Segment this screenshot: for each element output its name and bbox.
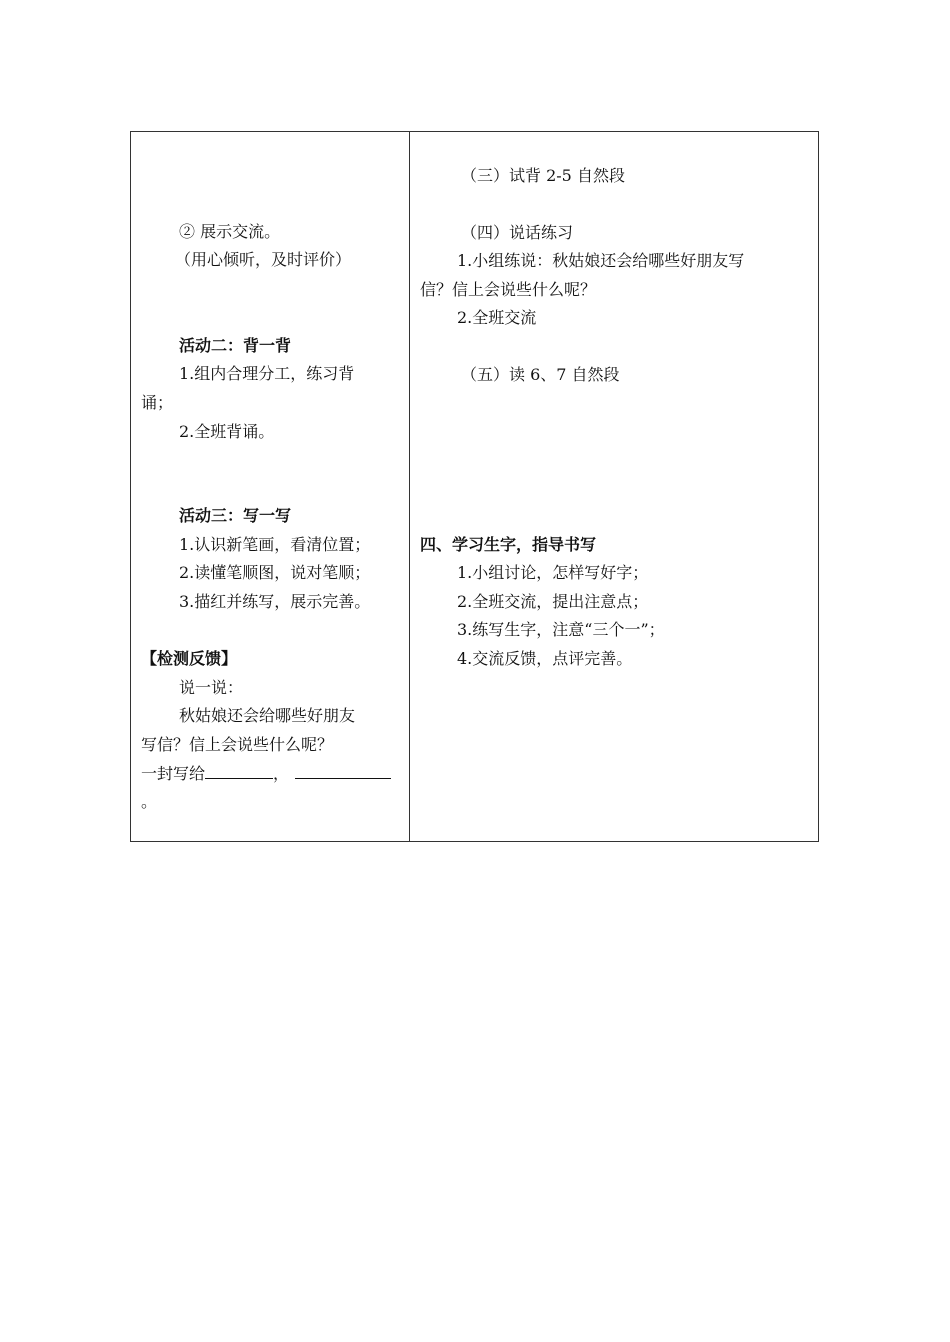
- activity3-item2: 2.读懂笔顺图，说对笔顺；: [179, 563, 371, 582]
- section4-item1: 1.小组讨论，怎样写好字；: [457, 563, 649, 582]
- section4-item2: 2.全班交流，提出注意点；: [457, 592, 649, 611]
- content-blank[interactable]: [295, 762, 391, 779]
- activity2-title: 活动二：背一背: [179, 336, 292, 355]
- letter-end: 。: [141, 792, 158, 811]
- section4-item4: 4.交流反馈，点评完善。: [457, 649, 633, 668]
- activity2-item2: 2.全班背诵。: [179, 422, 275, 441]
- question-line2: 写信？信上会说些什么呢？: [141, 735, 334, 754]
- recipient-blank[interactable]: [205, 762, 273, 779]
- step3-text: （三）试背 2-5 自然段: [461, 166, 625, 185]
- letter-prefix: 一封写给: [141, 764, 206, 783]
- say-label: 说一说：: [179, 678, 244, 697]
- activity2-item1-line2: 诵；: [141, 393, 174, 412]
- step5-text: （五）读 6、7 自然段: [461, 365, 620, 384]
- lesson-plan-table: [130, 131, 819, 842]
- letter-comma: ，: [273, 764, 290, 783]
- activity3-item3: 3.描红并练写，展示完善。: [179, 592, 371, 611]
- show-exchange-text: ② 展示交流。: [179, 222, 281, 241]
- activity2-item1-line1: 1.组内合理分工，练习背: [179, 364, 355, 383]
- activity3-title: 活动三：写一写: [179, 506, 292, 525]
- letter-blank-line: [141, 762, 391, 784]
- feedback-title: 【检测反馈】: [141, 649, 238, 668]
- step4-item1-line2: 信？信上会说些什么呢？: [420, 280, 597, 299]
- activity3-item1: 1.认识新笔画，看清位置；: [179, 535, 371, 554]
- section4-item3: 3.练写生字，注意“三个一”；: [457, 620, 665, 639]
- column-divider: [409, 132, 410, 841]
- section4-title: 四、学习生字，指导书写: [420, 535, 597, 554]
- question-line1: 秋姑娘还会给哪些好朋友: [179, 706, 356, 725]
- step4-item2: 2.全班交流: [457, 308, 537, 327]
- step4-text: （四）说话练习: [461, 223, 574, 242]
- step4-item1-line1: 1.小组练说：秋姑娘还会给哪些好朋友写: [457, 251, 745, 270]
- listen-note-text: （用心倾听，及时评价）: [175, 250, 352, 269]
